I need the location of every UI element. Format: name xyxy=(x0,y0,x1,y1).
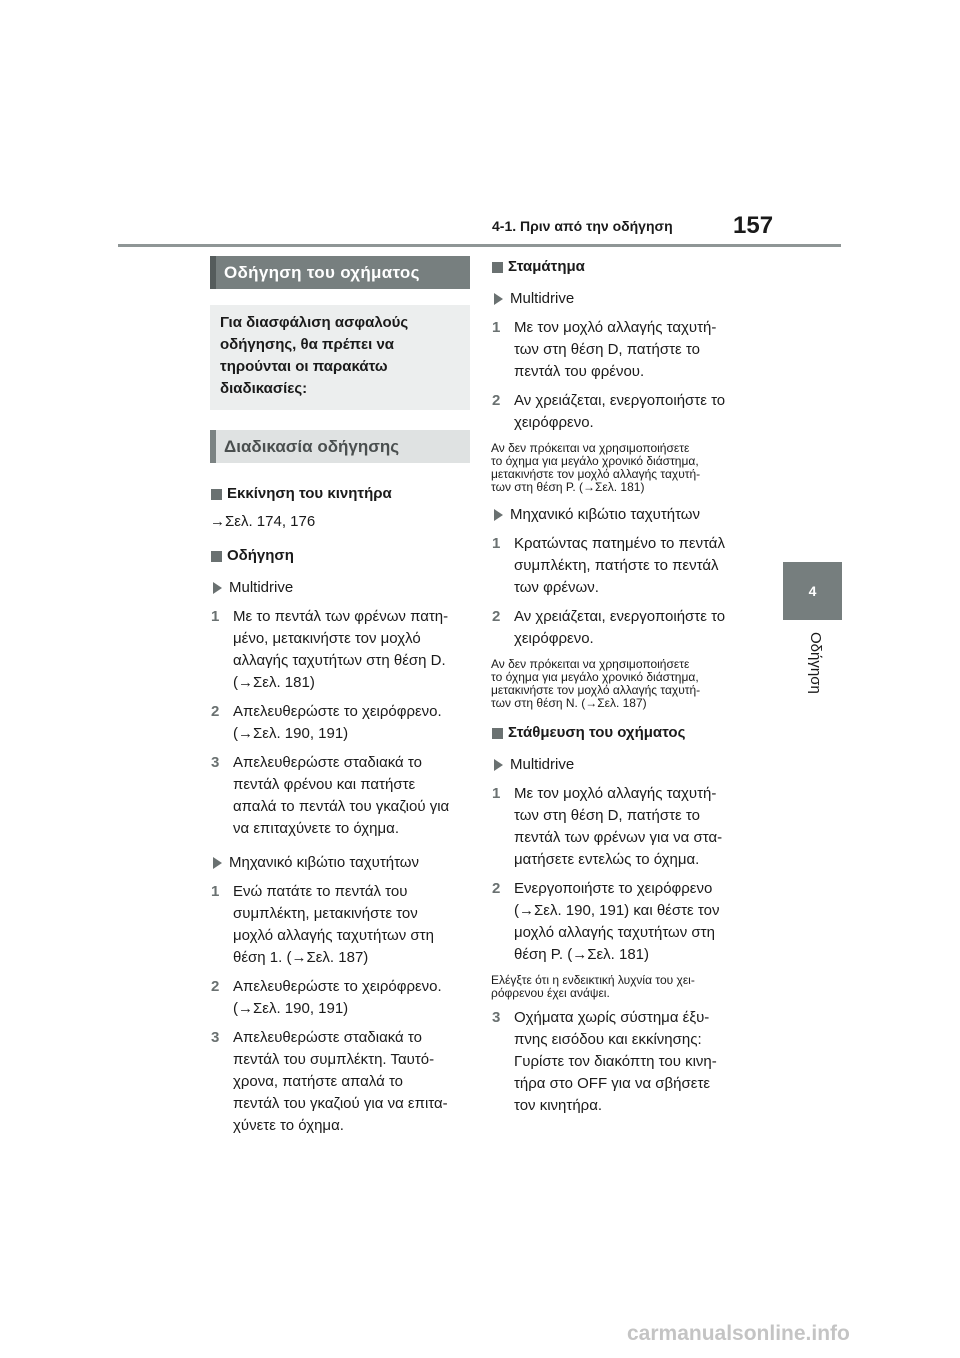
step xyxy=(491,533,753,599)
step xyxy=(210,752,470,840)
step-text: Αν χρειάζεται, ενεργοποιήστε το χειρόφρενο. xyxy=(514,392,726,431)
step xyxy=(210,976,470,1020)
heading-text: Σταμάτημα xyxy=(508,258,585,275)
manual-subheading xyxy=(491,504,753,526)
step xyxy=(210,701,470,745)
step-number: 3 xyxy=(211,754,220,771)
step-text: Απελευθερώστε το χειρόφρενο. (→Σελ. 190, 191) xyxy=(233,978,442,1017)
triangle-bullet-icon xyxy=(494,759,503,771)
step-text: Αν χρειάζεται, ενεργοποιήστε το χειρόφρενο. xyxy=(514,608,726,647)
triangle-bullet-icon xyxy=(494,509,503,521)
step xyxy=(491,1007,753,1117)
step-number: 2 xyxy=(211,978,220,995)
note-text: Αν δεν πρόκειται να χρησιμοποιήσετε το όχημα για μεγάλο χρονικό διάστημα, μετακινήστε τον μοχλό αλλαγής ταχυτή- των στη θέση P. (→Σελ. 181) xyxy=(491,441,701,494)
subheading-text: Multidrive xyxy=(229,579,294,596)
step-text: Απελευθερώστε σταδιακά το πεντάλ φρένου και πατήστε απαλά το πεντάλ του γκαζιού για να επιταχύνετε το όχημα. xyxy=(233,754,450,837)
step-number: 1 xyxy=(211,883,220,900)
step-text: Απελευθερώστε σταδιακά το πεντάλ του συμπλέκτη. Ταυτό- χρονα, πατήστε απαλά το πεντάλ του γκαζιού για να επιτα- χύνετε το όχημα. xyxy=(233,1029,448,1134)
step-number: 2 xyxy=(492,880,501,897)
intro-box: Για διασφάλιση ασφαλούς οδήγησης, θα πρέπει να τηρούνται οι παρακάτω διαδικασίες: xyxy=(210,305,470,410)
step-text: Με το πεντάλ των φρένων πατη- μένο, μετακινήστε τον μοχλό αλλαγής ταχυτήτων στη θέση D. (→Σελ. 181) xyxy=(233,608,449,691)
note-text: Ελέγξτε ότι η ενδεικτική λυχνία του χει- ρόφρενου έχει ανάψει. xyxy=(491,973,695,1000)
heading-text: Στάθμευση του οχήματος xyxy=(508,724,686,741)
step-text: Ενεργοποιήστε το χειρόφρενο (→Σελ. 190, 191) και θέστε τον μοχλό αλλαγής ταχυτήτων στη θέση P. (→Σελ. 181) xyxy=(514,880,720,963)
multidrive-subheading xyxy=(491,288,753,310)
square-bullet-icon xyxy=(211,551,222,562)
step-text: Ενώ πατάτε το πεντάλ του συμπλέκτη, μετακινήστε τον μοχλό αλλαγής ταχυτήτων στη θέση 1. (→Σελ. 187) xyxy=(233,883,434,966)
step xyxy=(491,390,753,434)
step-number: 1 xyxy=(492,785,501,802)
triangle-bullet-icon xyxy=(494,293,503,305)
manual-subheading xyxy=(210,852,470,874)
triangle-bullet-icon xyxy=(213,857,222,869)
step xyxy=(210,606,470,694)
subheading-text: Multidrive xyxy=(510,290,575,307)
heading-text: Οδήγηση xyxy=(227,547,294,564)
step-number: 2 xyxy=(492,392,501,409)
right-column xyxy=(491,256,753,1117)
parking-heading xyxy=(491,722,753,744)
square-bullet-icon xyxy=(492,262,503,273)
section-title: Διαδικασία οδήγησης xyxy=(210,430,470,463)
main-title: Οδήγηση του οχήματος xyxy=(210,256,470,289)
chapter-label: Οδήγηση xyxy=(807,632,824,694)
step xyxy=(491,783,753,871)
square-bullet-icon xyxy=(492,728,503,739)
step xyxy=(491,606,753,650)
page-reference: →Σελ. 174, 176 xyxy=(210,513,316,530)
triangle-bullet-icon xyxy=(213,582,222,594)
header-divider xyxy=(118,244,841,247)
step-number: 3 xyxy=(492,1009,501,1026)
page-number: 157 xyxy=(733,212,774,239)
subheading-text: Multidrive xyxy=(510,756,575,773)
stopping-heading xyxy=(491,256,753,278)
multidrive-subheading xyxy=(210,577,470,599)
step xyxy=(491,317,753,383)
step-text: Απελευθερώστε το χειρόφρενο. (→Σελ. 190, 191) xyxy=(233,703,442,742)
heading-text: Εκκίνηση του κινητήρα xyxy=(227,485,392,502)
step-text: Με τον μοχλό αλλαγής ταχυτή- των στη θέση D, πατήστε το πεντάλ των φρένων για να στα- ματήσετε εντελώς το όχημα. xyxy=(514,785,723,868)
left-column xyxy=(210,256,470,1137)
square-bullet-icon xyxy=(211,489,222,500)
multidrive-subheading xyxy=(491,754,753,776)
running-header: 4-1. Πριν από την οδήγηση xyxy=(492,218,673,234)
step-number: 2 xyxy=(492,608,501,625)
step-number: 1 xyxy=(492,535,501,552)
step-number: 1 xyxy=(492,319,501,336)
step xyxy=(210,881,470,969)
step-text: Κρατώντας πατημένο το πεντάλ συμπλέκτη, πατήστε το πεντάλ των φρένων. xyxy=(514,535,725,596)
step-number: 2 xyxy=(211,703,220,720)
step-number: 3 xyxy=(211,1029,220,1046)
note-text: Αν δεν πρόκειται να χρησιμοποιήσετε το όχημα για μεγάλο χρονικό διάστημα, μετακινήστε τον μοχλό αλλαγής ταχυτή- των στη θέση N. (→Σελ. 187) xyxy=(491,657,701,710)
driving-heading xyxy=(210,545,470,567)
step xyxy=(210,1027,470,1137)
subheading-text: Μηχανικό κιβώτιο ταχυτήτων xyxy=(229,854,420,871)
subheading-text: Μηχανικό κιβώτιο ταχυτήτων xyxy=(510,506,701,523)
watermark: carmanualsonline.info xyxy=(627,1322,850,1345)
step-text: Οχήματα χωρίς σύστημα έξυ- πνης εισόδου και εκκίνησης: Γυρίστε τον διακόπτη του κινη- τήρα στο OFF για να σβήσετε τον κινητήρα. xyxy=(514,1009,717,1114)
step xyxy=(491,878,753,966)
step-text: Με τον μοχλό αλλαγής ταχυτή- των στη θέση D, πατήστε το πεντάλ του φρένου. xyxy=(514,319,717,380)
step-number: 1 xyxy=(211,608,220,625)
engine-start-heading xyxy=(210,483,470,505)
chapter-tab: 4 xyxy=(783,562,842,620)
